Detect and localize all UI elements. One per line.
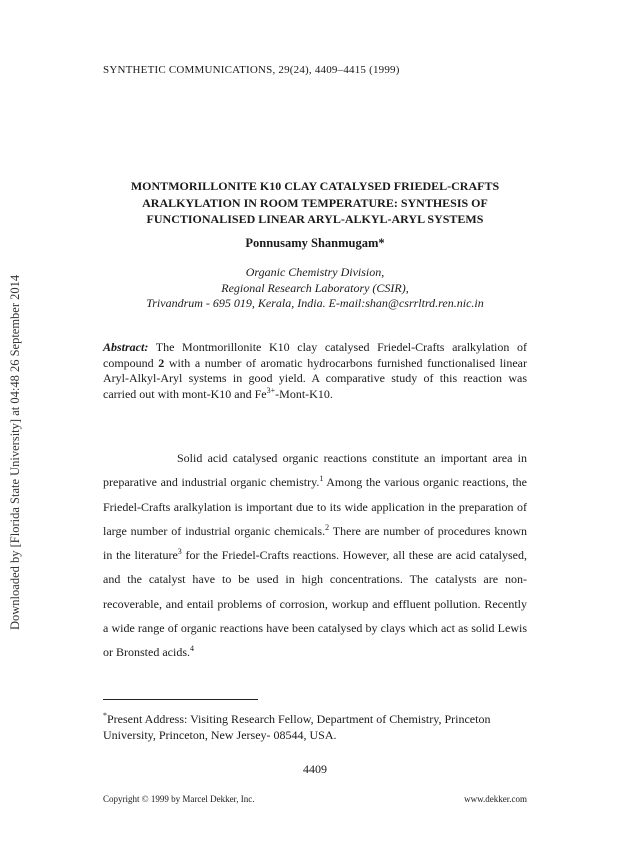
body-sentence: Solid acid catalysed organic reactions constitute an important area in preparative and industrial organic chemistry. <box>103 451 527 490</box>
abstract-text: -Mont-K10. <box>275 386 333 401</box>
footnote-marker: * <box>103 711 107 720</box>
publisher-website: www.dekker.com <box>464 794 527 804</box>
iron-charge: 3+ <box>266 385 276 395</box>
compound-number: 2 <box>158 355 165 370</box>
reference-marker: 4 <box>189 644 194 654</box>
download-stamp-text: Downloaded by [Florida State University] at 04:48 26 September 2014 <box>8 274 22 630</box>
body-sentence: There are number of procedures known in the literature <box>103 523 527 563</box>
abstract-label: Abstract: <box>103 340 149 354</box>
abstract-text: with a number of aromatic hydrocarbons furnished functionalised linear Aryl-Alkyl-Aryl systems in good yield. A comparative study of this reaction was carried out with mont-K10 and Fe <box>103 355 527 401</box>
abstract-text: The Montmorillonite K10 clay catalysed Friedel-Crafts aralkylation of compound <box>103 340 527 370</box>
author-name: Ponnusamy Shanmugam* <box>245 236 385 250</box>
paper-title <box>103 178 527 228</box>
body-text <box>103 446 527 665</box>
affiliation <box>103 265 527 312</box>
title-line: MONTMORILLONITE K10 CLAY CATALYSED FRIEDEL-CRAFTS <box>130 179 500 193</box>
paper-page <box>103 0 527 864</box>
reference-marker: 2 <box>325 522 330 532</box>
affiliation-line: Trivandrum - 695 019, Kerala, India. E-mail:shan@csrrltrd.ren.nic.in <box>146 296 484 310</box>
download-watermark <box>0 0 20 864</box>
journal-citation: SYNTHETIC COMMUNICATIONS, 29(24), 4409–4415 (1999) <box>103 64 400 76</box>
abstract <box>103 340 527 402</box>
footnote-text: Present Address: Visiting Research Fellow, Department of Chemistry, Princeton University, Princeton, New Jersey- 08544, USA. <box>103 712 491 742</box>
page-number: 4409 <box>303 762 327 776</box>
body-sentence: Among the various organic reactions, the Friedel-Crafts aralkylation is important due to its wide application in the preparation of large number of industrial organic chemicals. <box>103 475 527 538</box>
reference-marker: 1 <box>319 474 324 484</box>
body-paragraph <box>103 446 527 665</box>
footnote-divider <box>103 699 258 700</box>
footnote <box>103 711 527 743</box>
title-line: ARALKYLATION IN ROOM TEMPERATURE: SYNTHESIS OF <box>142 195 488 210</box>
affiliation-line: Regional Research Laboratory (CSIR), <box>221 280 409 295</box>
title-line: FUNCTIONALISED LINEAR ARYL-ALKYL-ARYL SYSTEMS <box>146 212 484 226</box>
body-sentence: for the Friedel-Crafts reactions. However, all these are acid catalysed, and the catalyst have to be used in high concentrations. The catalysts are non-recoverable, and entail problems of corrosion, workup and effluent pollution. Recently a wide range of organic reactions have been catalysed by clays which act as solid Lewis or Bronsted acids. <box>103 548 527 660</box>
reference-marker: 3 <box>177 547 182 557</box>
affiliation-line: Organic Chemistry Division, <box>245 265 385 279</box>
copyright-notice: Copyright © 1999 by Marcel Dekker, Inc. <box>103 794 255 804</box>
